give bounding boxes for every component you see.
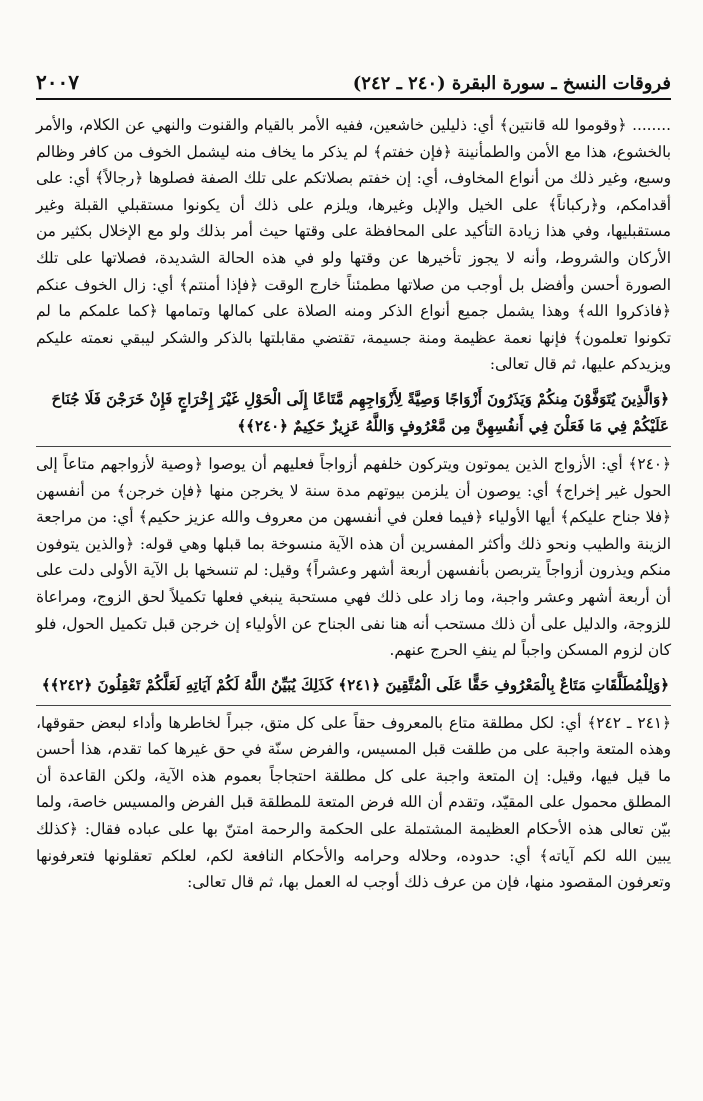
quran-verse-241-242: ﴿وَلِلْمُطَلَّقَاتِ مَتَاعٌ بِالْمَعْرُوفِ حَقًّا عَلَى الْمُتَّقِينَ ﴿٢٤١﴾ كَذَلِكَ يُبَيِّنُ اللَّهُ لَكُمْ آيَاتِهِ لَعَلَّكُمْ تَعْقِلُونَ ﴿٢٤٢﴾﴾ — [36, 666, 671, 706]
running-header — [36, 66, 671, 100]
header-title: فروقات النسخ ـ سورة البقرة (٢٤٠ ـ ٢٤٢) — [352, 73, 671, 94]
tafsir-paragraph-241-242: ﴿٢٤١ ـ ٢٤٢﴾ أي: لكل مطلقة متاع بالمعروف حقاً على كل متق، جبراً لخاطرها وأداء لبعض حقوقها، وهذه المتعة واجبة على من طلقت قبل المسيس، والفرض سنّة في حق غيرها كما تقدم، هذا أحسن ما قيل فيها، وقيل: إن المتعة واجبة على كل مطلقة احتجاجاً بعموم هذه الآية، ولكن القاعدة أن المطلق محمول على المقيّد، وتقدم أن الله فرض المتعة للمطلقة قبل الفرض والمسيس خاصة، ولما بيّن تعالى هذه الأحكام العظيمة المشتملة على الحكمة والرحمة امتنّ بها على عباده فقال: ﴿كذلك يبين الله لكم آياته﴾ أي: حدوده، وحلاله وحرامه والأحكام النافعة لكم، لعلكم تعقلونها فتعرفونها وتعرفون المقصود منها، فإن من عرف ذلك أوجب له العمل بها، ثم قال تعالى: — [36, 713, 671, 892]
tafsir-paragraph-240: ﴿٢٤٠﴾ أي: الأزواج الذين يموتون ويتركون خلفهم أزواجاً فعليهم أن يوصوا ﴿وصية لأزواجهم متاعاً إلى الحول غير إخراج﴾ أي: يوصون أن يلزمن بيوتهم مدة سنة لا يخرجن منها ﴿فإن خرجن﴾ من أنفسهن ﴿فلا جناح عليكم﴾ أيها الأولياء ﴿فيما فعلن في أنفسهن من معروف والله عزيز حكيم﴾ أي: من مراجعة الزينة والطيب ونحو ذلك وأكثر المفسرين أن هذه الآية منسوخة بما قبلها وهي قوله: ﴿والذين يتوفون منكم ويذرون أزواجاً يتربصن بأنفسهن أربعة أشهر وعشراً﴾ وقيل: لم تنسخها بل الآية الأولى دلت على أن أربعة أشهر وعشر واجبة، وما زاد على ذلك فهي مستحبة ينبغي فعلها تكميلاً لحق الزوج، ومراعاة للزوجة، والدليل على أن ذلك مستحب أنه هنا نفى الجناح عن الأولياء إن خرجن قبل تكميل الحول، فلو كان لزوم المسكن واجباً لم ينفِ الحرج عنهم. — [36, 454, 671, 660]
page-body — [36, 112, 671, 896]
tafsir-paragraph-prayer: ........ ﴿وقوموا لله قانتين﴾ أي: ذليلين خاشعين، ففيه الأمر بالقيام والقنوت والنهي عن الكلام، والأمر بالخشوع، هذا مع الأمن والطمأنينة ﴿فإن خفتم﴾ لم يذكر ما يخاف منه ليشمل الخوف من كافر وظالم وسبع، وغير ذلك من أنواع المخاوف، أي: إن خفتم بصلاتكم على تلك الصفة فصلوها ﴿رجالاً﴾ أي: على أقدامكم، و﴿ركباناً﴾ على الخيل والإبل وغيرها، ويلزم على ذلك أن يكونوا مستقبلي القبلة وغير مستقبليها، وفي هذا زيادة التأكيد على المحافظة على وقتها حيث أمر بذلك ولو مع الإخلال بكثير من الأركان والشروط، وأنه لا يجوز تأخيرها عن وقتها ولو في هذه الحالة الشديدة، فصلاتها على تلك الصورة أحسن وأفضل بل أوجب من صلاتها مطمئناً خارج الوقت ﴿فإذا أمنتم﴾ أي: زال الخوف عنكم ﴿فاذكروا الله﴾ وهذا يشمل جميع أنواع الذكر ومنه الصلاة على كمالها وتمامها ﴿كما علمكم ما لم تكونوا تعلمون﴾ فإنها نعمة عظيمة ومنة جسيمة، تقتضي مقابلتها بالذكر والشكر ليبقي نعمته عليكم ويزيدكم عليها، ثم قال تعالى: — [36, 116, 671, 374]
quran-verse-240: ﴿وَالَّذِينَ يُتَوَفَّوْنَ مِنكُمْ وَيَذَرُونَ أَزْوَاجًا وَصِيَّةً لِأَزْوَاجِهِم مَّتَاعًا إِلَى الْحَوْلِ غَيْرَ إِخْرَاجٍ فَإِنْ خَرَجْنَ فَلَا جُنَاحَ عَلَيْكُمْ فِي مَا فَعَلْنَ فِي أَنفُسِهِنَّ مِن مَّعْرُوفٍ وَاللَّهُ عَزِيزٌ حَكِيمٌ ﴿٢٤٠﴾﴾ — [36, 380, 671, 447]
page-number: ٢٠٠٧ — [36, 70, 79, 94]
